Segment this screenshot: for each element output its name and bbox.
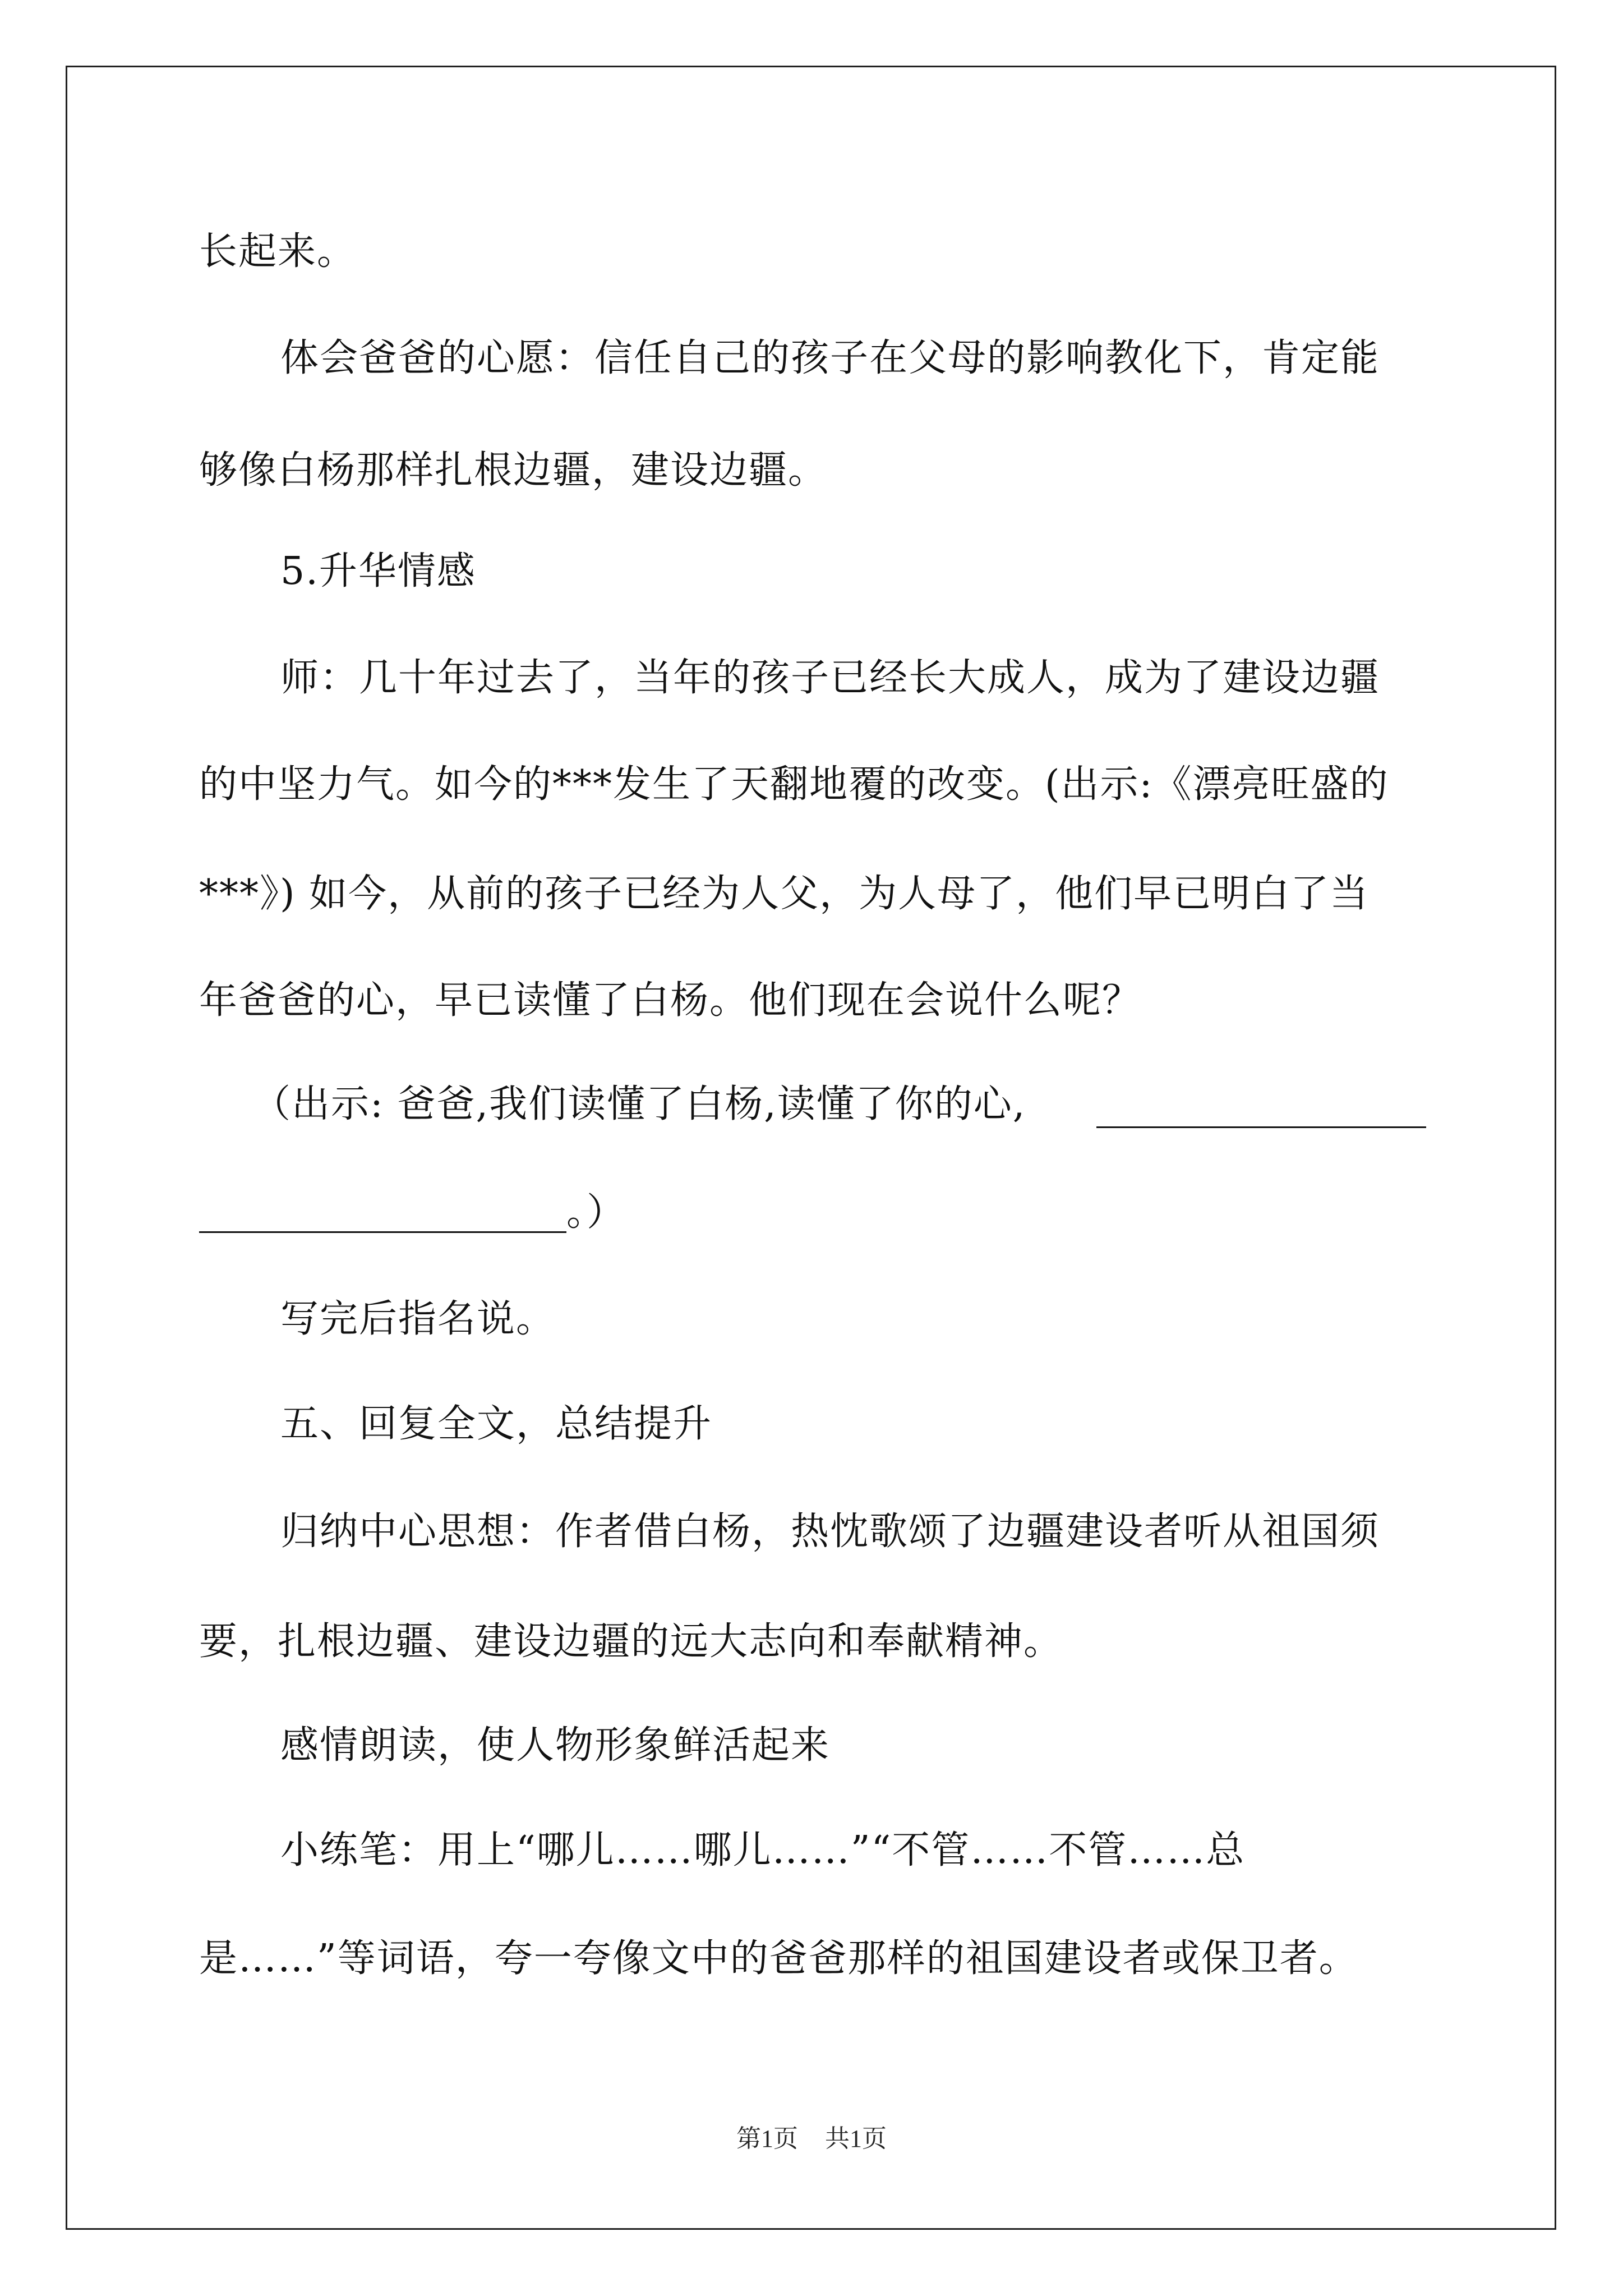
- fill-in-blank[interactable]: [1096, 1126, 1426, 1128]
- paragraph-line: 感情朗读，使人物形象鲜活起来: [280, 1723, 831, 1768]
- section-heading: 五、回复全文，总结提升: [280, 1402, 713, 1446]
- paragraph-line: ***》) 如今，从前的孩子已经为人父，为人母了，他们早已明白了当: [199, 872, 1370, 916]
- paragraph-line: 年爸爸的心，早已读懂了白杨。他们现在会说什么呢？: [199, 978, 1142, 1023]
- page-footer: [0, 2127, 1623, 2151]
- section-heading: 5.升华情感: [280, 549, 476, 593]
- page-border: [66, 66, 1556, 2230]
- paragraph-line: 长起来。: [199, 229, 357, 274]
- paragraph-line: 的中坚力气。如今的***发生了天翻地覆的改变。(出示:《漂亮旺盛的: [199, 762, 1389, 807]
- paragraph-line: 师：几十年过去了，当年的孩子已经长大成人，成为了建设边疆: [280, 656, 1380, 700]
- paragraph-line: 要，扎根边疆、建设边疆的远大志向和奉献精神。: [199, 1619, 1063, 1664]
- page-total: 共1页: [825, 2125, 887, 2152]
- page-number: 第1页: [736, 2125, 798, 2152]
- fill-in-blank[interactable]: [199, 1231, 566, 1233]
- paragraph-line: 归纳中心思想：作者借白杨，热忱歌颂了边疆建设者听从祖国须: [280, 1510, 1380, 1554]
- paragraph-line: 是……”等词语，夸一夸像文中的爸爸那样的祖国建设者或保卫者。: [199, 1936, 1358, 1981]
- paragraph-line: 写完后指名说。: [280, 1297, 556, 1341]
- paragraph-line: 小练笔：用上“哪儿……哪儿……”“不管……不管……总: [280, 1828, 1246, 1872]
- paragraph-line: 体会爸爸的心愿：信任自己的孩子在父母的影响教化下，肯定能: [280, 336, 1380, 380]
- fill-in-prompt: （出示: 爸爸,我们读懂了白杨,读懂了你的心,: [252, 1082, 1026, 1126]
- paragraph-line: 够像白杨那样扎根边疆，建设边疆。: [199, 448, 828, 493]
- fill-in-prompt-end: 。）: [566, 1190, 626, 1235]
